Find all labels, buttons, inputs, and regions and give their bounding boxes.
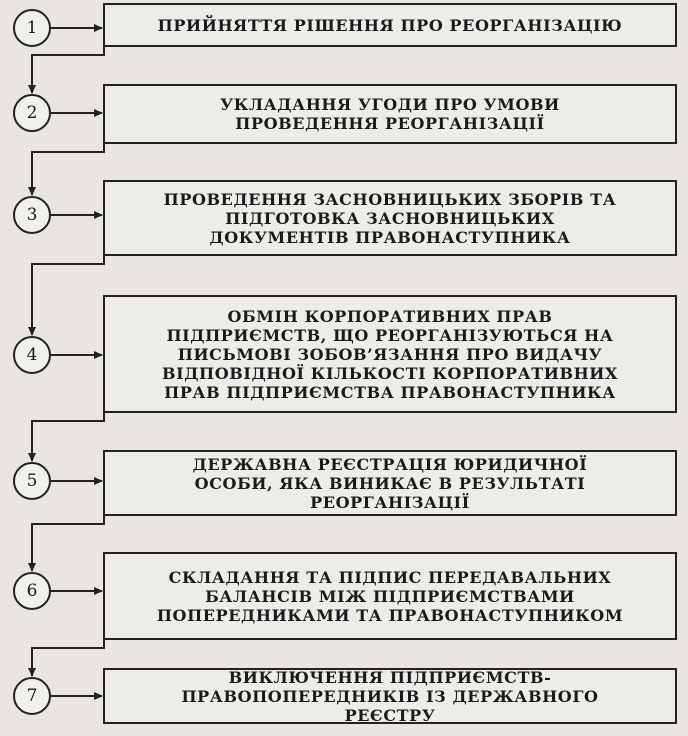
step-1-text: ПРИЙНЯТТЯ РІШЕННЯ ПРО РЕОРГАНІЗАЦІЮ xyxy=(157,15,623,35)
step-2-box xyxy=(103,84,677,144)
step-4-number: 4 xyxy=(13,336,51,374)
arrow-step-5-to-step-6 xyxy=(32,516,104,571)
step-6-number: 6 xyxy=(13,572,51,610)
step-1-number: 1 xyxy=(13,9,51,47)
arrow-step-3-to-step-4 xyxy=(32,256,104,335)
arrow-step-6-to-step-7 xyxy=(32,640,104,676)
step-3-number: 3 xyxy=(13,196,51,234)
step-3-text: ПРОВЕДЕННЯ ЗАСНОВНИЦЬКИХ ЗБОРІВ ТА ПІДГОТОВКА ЗАСНОВНИЦЬКИХ ДОКУМЕНТІВ ПРАВОНАСТУПНИКА xyxy=(163,189,617,247)
step-4-box xyxy=(103,295,677,413)
step-6-text: СКЛАДАННЯ ТА ПІДПИС ПЕРЕДАВАЛЬНИХ БАЛАНСІВ МІЖ ПІДПРИЄМСТВАМИ ПОПЕРЕДНИКАМИ ТА ПРАВОНАСТУПНИКОМ xyxy=(156,567,624,625)
step-6-box xyxy=(103,552,677,640)
step-1-box xyxy=(103,3,677,47)
step-5-number: 5 xyxy=(13,462,51,500)
step-7-box xyxy=(103,668,677,724)
step-7-number: 7 xyxy=(13,677,51,715)
arrow-step-4-to-step-5 xyxy=(32,413,104,461)
step-2-text: УКЛАДАННЯ УГОДИ ПРО УМОВИ ПРОВЕДЕННЯ РЕОРГАНІЗАЦІЇ xyxy=(220,95,560,133)
step-4-text: ОБМІН КОРПОРАТИВНИХ ПРАВ ПІДПРИЄМСТВ, ЩО РЕОРГАНІЗУЮТЬСЯ НА ПИСЬМОВІ ЗОБОВ’ЯЗАННЯ ПРО ВИДАЧУ ВІДПОВІДНОЇ КІЛЬКОСТІ КОРПОРАТИВНИХ ПРАВ ПІДПРИЄМСТВА ПРАВОНАСТУПНИКА xyxy=(161,306,619,402)
step-7-text: ВИКЛЮЧЕННЯ ПІДПРИЄМСТВ-ПРАВОПОПЕРЕДНИКІВ ІЗ ДЕРЖАВНОГО РЕЄСТРУ xyxy=(181,667,599,725)
step-5-text: ДЕРЖАВНА РЕЄСТРАЦІЯ ЮРИДИЧНОЇ ОСОБИ, ЯКА ВИНИКАЄ В РЕЗУЛЬТАТІ РЕОРГАНІЗАЦІЇ xyxy=(192,454,588,512)
step-2-number: 2 xyxy=(13,94,51,132)
arrow-step-2-to-step-3 xyxy=(32,144,104,195)
step-3-box xyxy=(103,180,677,256)
arrow-step-1-to-step-2 xyxy=(32,47,104,93)
step-5-box xyxy=(103,450,677,516)
